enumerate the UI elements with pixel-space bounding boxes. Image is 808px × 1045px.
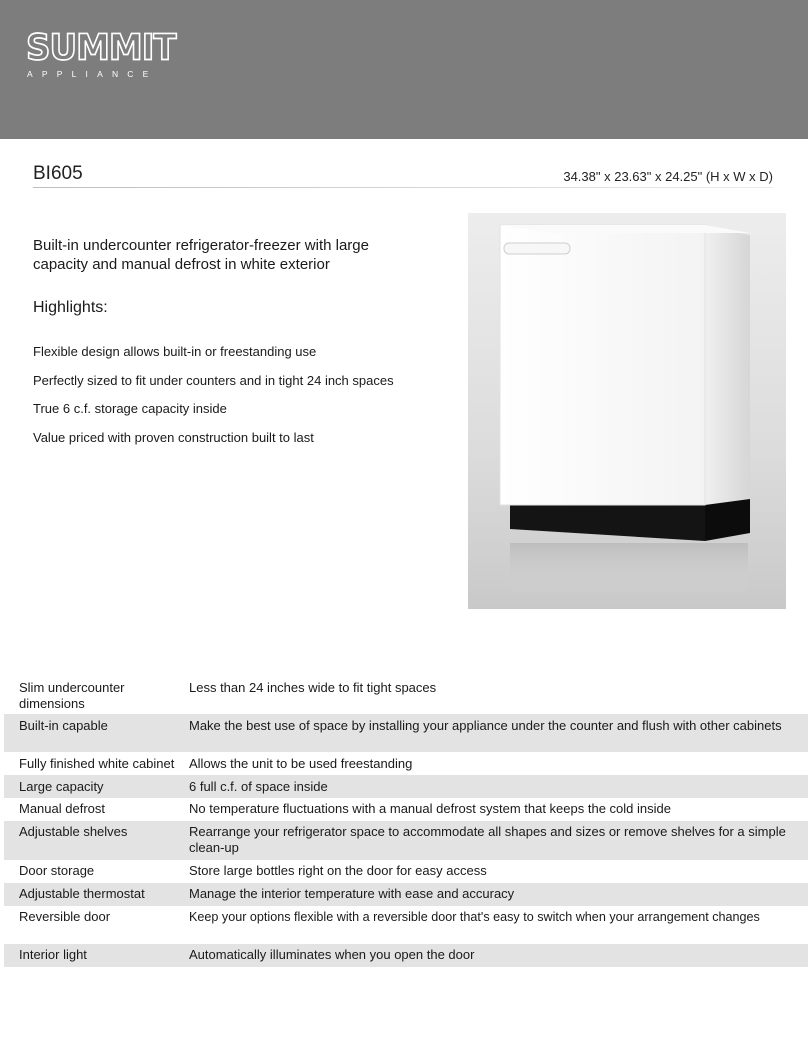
feature-description: No temperature fluctuations with a manual defrost system that keeps the cold inside bbox=[189, 801, 671, 816]
logo-wordmark: SUMMIT bbox=[26, 27, 176, 69]
feature-name: Door storage bbox=[19, 863, 95, 878]
features-table bbox=[4, 677, 808, 967]
highlights-heading: Highlights: bbox=[33, 299, 108, 316]
feature-name: Slim undercounter dimensions bbox=[19, 680, 125, 711]
model-number: BI605 bbox=[33, 163, 83, 184]
feature-row bbox=[4, 944, 808, 967]
logo-subtitle: APPLIANCE bbox=[27, 69, 158, 79]
refrigerator-door bbox=[500, 225, 705, 505]
feature-description: Store large bottles right on the door for easy access bbox=[189, 863, 487, 878]
product-description: Built-in undercounter refrigerator-freezer with large capacity and manual defrost in white exterior bbox=[33, 237, 369, 273]
feature-description: Make the best use of space by installing your appliance under the counter and flush with other cabinets bbox=[189, 718, 782, 733]
feature-name: Fully finished white cabinet bbox=[19, 756, 175, 771]
feature-name: Built-in capable bbox=[19, 718, 108, 733]
refrigerator-illustration bbox=[468, 213, 786, 609]
floor-reflection bbox=[510, 543, 748, 593]
highlight-item: True 6 c.f. storage capacity inside bbox=[33, 401, 227, 416]
feature-row bbox=[4, 775, 808, 798]
feature-row bbox=[4, 752, 808, 775]
feature-name: Adjustable thermostat bbox=[19, 886, 145, 901]
feature-description: Allows the unit to be used freestanding bbox=[189, 756, 413, 771]
highlights-list bbox=[33, 343, 394, 457]
feature-name: Interior light bbox=[19, 947, 87, 962]
toe-kick bbox=[510, 500, 705, 541]
highlight-item: Perfectly sized to fit under counters and in tight 24 inch spaces bbox=[33, 372, 394, 388]
feature-row bbox=[4, 677, 808, 714]
feature-description: Manage the interior temperature with ease and accuracy bbox=[189, 886, 515, 901]
product-image bbox=[468, 213, 786, 609]
feature-row bbox=[4, 906, 808, 944]
feature-row bbox=[4, 860, 808, 883]
feature-row bbox=[4, 714, 808, 752]
feature-row bbox=[4, 821, 808, 860]
feature-description: Automatically illuminates when you open the door bbox=[189, 947, 475, 962]
feature-name: Manual defrost bbox=[19, 801, 105, 816]
door-handle bbox=[504, 243, 570, 254]
feature-name: Large capacity bbox=[19, 779, 104, 794]
feature-description: 6 full c.f. of space inside bbox=[189, 779, 328, 794]
cabinet-side bbox=[705, 227, 750, 505]
product-dimensions: 34.38" x 23.63" x 24.25" (H x W x D) bbox=[563, 169, 773, 184]
feature-description: Less than 24 inches wide to fit tight spaces bbox=[189, 680, 437, 695]
feature-row bbox=[4, 883, 808, 906]
feature-name: Adjustable shelves bbox=[19, 824, 128, 839]
highlight-item: Flexible design allows built-in or freestanding use bbox=[33, 344, 317, 359]
feature-row bbox=[4, 798, 808, 821]
feature-description: Keep your options flexible with a reversible door that's easy to switch when your arrangement changes bbox=[189, 910, 760, 924]
feature-name: Reversible door bbox=[19, 909, 111, 924]
highlight-item: Value priced with proven construction built to last bbox=[33, 429, 314, 445]
feature-description: Rearrange your refrigerator space to accommodate all shapes and sizes or remove shelves for a simple clean-up bbox=[189, 824, 786, 855]
title-divider bbox=[33, 187, 773, 188]
header-banner bbox=[0, 0, 808, 139]
summit-logo bbox=[26, 27, 176, 80]
